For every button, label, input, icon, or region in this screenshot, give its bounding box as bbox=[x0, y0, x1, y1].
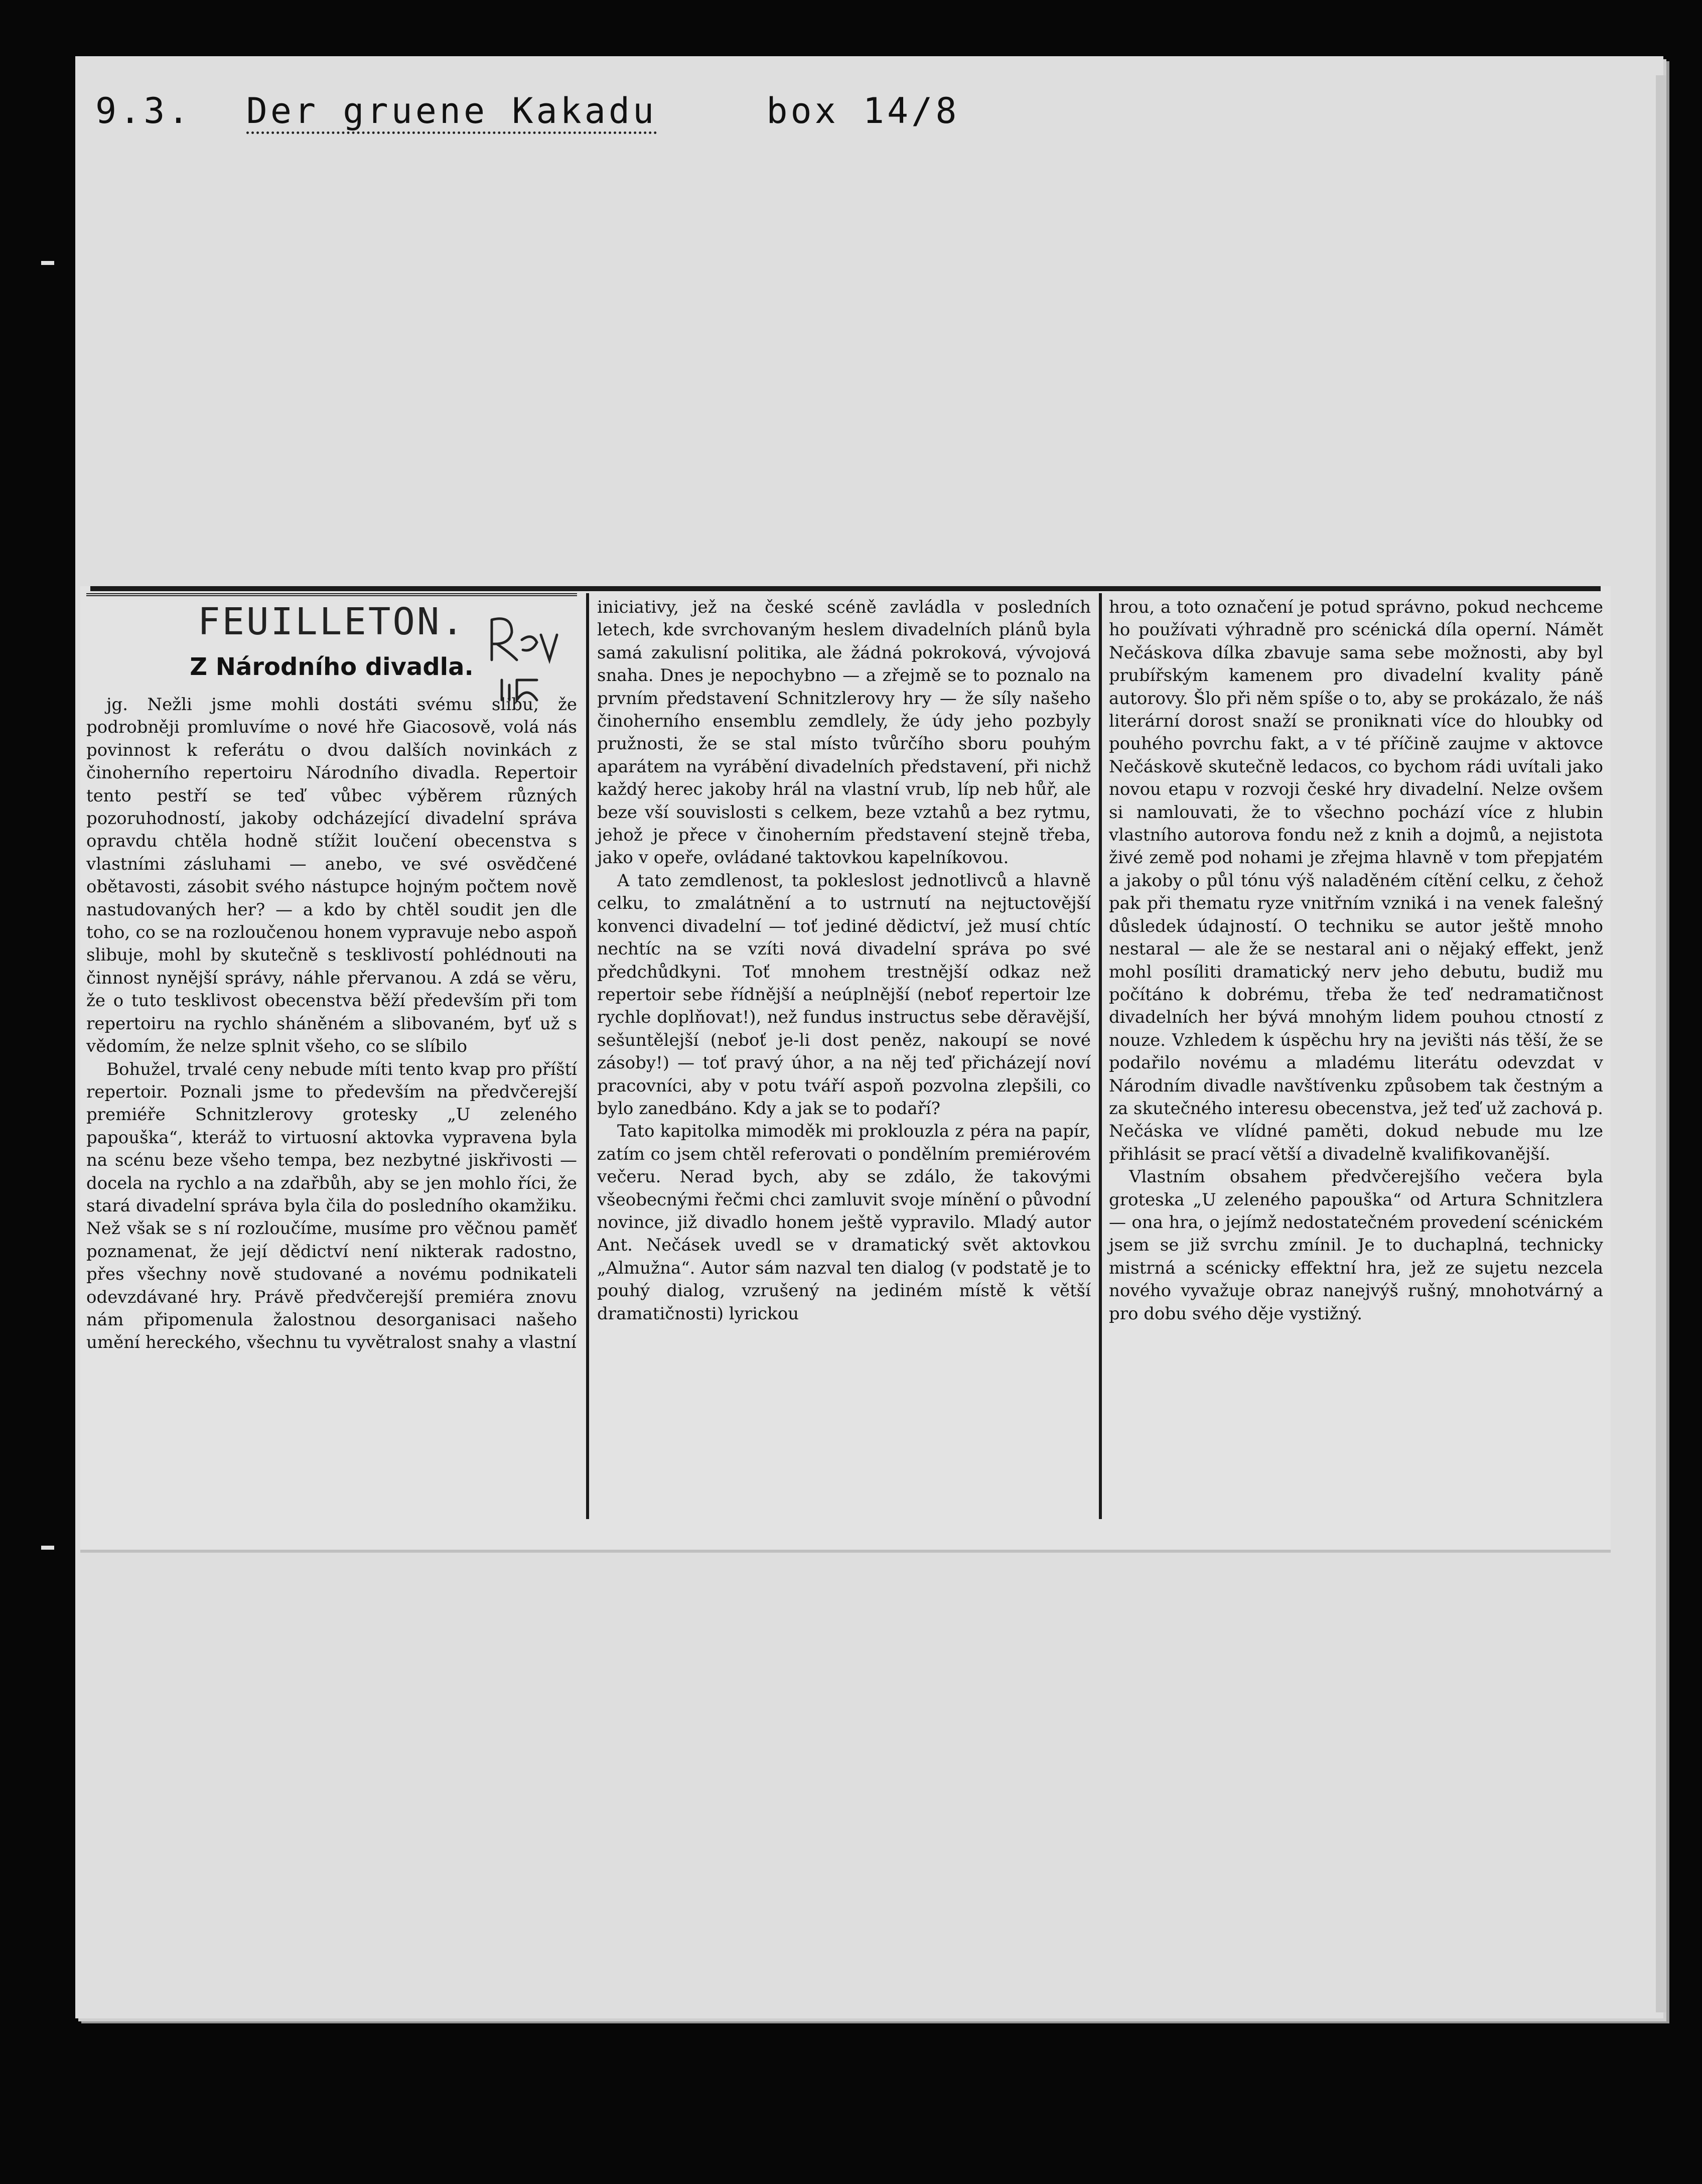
scan-mark bbox=[41, 1546, 54, 1550]
paragraph: Tato kapitolka mimoděk mi proklouzla z péra na papír, zatím co jsem chtěl referovati o pondělním premiérovém večeru. Nerad bych, aby se zdálo, že takovými všeobecnými řečmi chci zamluvit svoje mínění o původní novince, již divadlo honem ještě vypravilo. Mladý autor Ant. Nečásek uvedl se v dramatický svět aktovkou „Almužna“. Autor sám nazval ten dialog (v podstatě je to pouhý dialog, vzrušený na jediném místě k větší dramatičnosti) lyrickou bbox=[597, 1121, 1091, 1324]
article-column-3 bbox=[1109, 596, 1603, 1325]
scan-mark bbox=[41, 261, 54, 265]
paragraph: jg. Nežli jsme mohli dostáti svému slibu, že podrobněji promluvíme o nové hře Giacosově, volá nás povinnost k referátu o dvou dalších novinkách z činoherního repertoiru Národního divadla. Repertoir tento pestří se teď vůbec výběrem různých pozoruhodností, jakoby odcházející divadelní správa opravdu chtěla hodně stížit loučení obecenstva s vlastními zásluhami — anebo, ve své osvědčené obětavosti, zásobit svého nástupce hojným počtem nově nastudovaných her? — a kdo by chtěl soudit jen dle toho, co se na rozloučenou honem vypravuje nebo aspoň slibuje, mohl by skutečně s tesklivostí pohlédnouti na činnost nynější správy, náhle přervanou. A zdá se věru, že o tuto tesklivost obecenstva běží především při tom repertoiru na rychlo sháněném a slibovaném, byť už s vědomím, že nelze splnit všeho, co se slíbilo bbox=[86, 695, 577, 1057]
newspaper-clipping bbox=[80, 586, 1611, 1550]
paragraph: Vlastním obsahem předvčerejšího večera byla groteska „U zeleného papouška“ od Artura Schnitzlera — ona hra, o jejímž nedostatečném provedení scénickém jsem se již svrchu zmínil. Je to duchaplná, technicky mistrná a scénicky effektní hra, jež ze sujetu nezcela nového vyvažuje obraz nanejvýš rušný, mnohotvárný a pro dobu svého děje vystižný. bbox=[1109, 1167, 1603, 1324]
paragraph: Bohužel, trvalé ceny nebude míti tento kvap pro příští repertoir. Poznali jsme to především na předvčerejší premiéře Schnitzlerovy grotesky „U zeleného papouška“, kteráž to virtuosní aktovka vypravena byla na scénu beze všeho tempa, bez nezbytné jiskřivosti — docela na rychlo a na zdařbůh, aby se jen mohlo říci, že stará divadelní správa byla čila do posledního okamžiku. Než však se s ní rozloučíme, musíme pro věčnou paměť poznamenat, že její dědictví není nikterak radostno, přes všechny nově studované a novému podnikateli odevzdávané hry. Právě předvčerejší premiéra znovu nám připomenula žalostnou desorganisaci našeho umění hereckého, všechnu tu vyvětralost snahy a vlastní bbox=[86, 1059, 577, 1353]
section-heading: FEUILLETON. bbox=[86, 593, 577, 644]
paragraph: hrou, a toto označení je potud správno, pokud nechceme ho používati výhradně pro scénická díla operní. Námět Nečáskova dílka zbavuje sama sebe možnosti, aby byl prubířským kamenem pro divadelní kvality páně autorovy. Šlo při něm spíše o to, aby se prokázalo, že náš literární dorost snaží se proniknati více do hloubky od pouhého povrchu fakt, a v té příčině zaujme v aktovce Nečáskově skutečně ledacos, co bychom rádi uvítali jako novou etapu v rozvoji české hry divadelní. Nelze ovšem si namlouvati, že to všechno pochází více z hlubin vlastního autorova fondu než z knih a dojmů, a nejistota živé země pod nohami je zřejma hlavně v tom přepjatém a jakoby o půl tónu výš naladěném cítění celku, z čehož pak při thematu ryze vnitřním vzniká i na venek falešný důsledek údajností. O techniku se autor ještě mnoho nestaral — ale že se nestaral ani o nějaký effekt, jenž mohl posíliti dramatický nerv jeho debutu, budiž mu počítáno k dobrému, třeba že teď nedramatičnost divadelních her bývá mnohým lidem pouhou ctností z nouze. Vzhledem k úspěchu hry na jevišti nás těší, že se podařilo novému a mladému literátu odevzdat v Národním divadle navštívenku způsobem tak čestným a za skutečného interesu obecenstva, jež teď už zachová p. Nečáska ve vlídné paměti, dokud nebude mu lze přihlásit se prací větší a divadelně kvalifikovanější. bbox=[1109, 597, 1603, 1164]
paragraph: A tato zemdlenost, ta pokleslost jednotlivců a hlavně celku, to zmalátnění a to ustrnutí na nejtuctovější konvenci divadelní — toť jediné dědictví, jež musí chtíc nechtíc na se vzíti nová divadelní správa po své předchůdkyni. Toť mnohem trestnější odkaz než repertoir sebe řídnější a neúplnější (neboť repertoir lze rychle doplňovat!), než fundus instructus sebe děravější, sešuntělejší (neboť je-li dost peněz, nakoupí se nové zásoby!) — toť pravý úhor, a na něj teď přicházejí noví pracovníci, aby v potu tváří aspoň pozvolna zlepšili, co bylo zanedbáno. Kdy a jak se to podaří? bbox=[597, 870, 1091, 1119]
paragraph: iniciativy, jež na české scéně zavládla v posledních letech, kde svrchovaným heslem divadelních plánů byla samá zakulisní politika, ale žádná pokroková, vývojová snaha. Dnes je nepochybno — a zřejmě se to poznalo na prvním představení Schnitzlerovy hry — že síly našeho činoherního ensemblu zemdlely, že údy jeho pozbyly pružnosti, že se stal místo tvůrčího sboru pouhým aparátem na vyrábění divadelních představení, při nichž každý herec jakoby hrál na vlastní vrub, líp neb hůř, ale beze vší souvislosti s celkem, beze vztahů a bez rytmu, jehož je přece v činoherním představení stejně třeba, jako v opeře, ovládané taktovkou kapelníkovou. bbox=[597, 597, 1091, 868]
column-divider bbox=[586, 593, 589, 1519]
article-column-1 bbox=[86, 593, 577, 1354]
top-rule bbox=[90, 586, 1601, 591]
column-divider bbox=[1099, 593, 1102, 1519]
play-title: Der gruene Kakadu bbox=[246, 90, 657, 134]
box-number: box 14/8 bbox=[766, 90, 960, 131]
archive-header bbox=[95, 90, 960, 146]
archive-reference: 9.3. bbox=[95, 90, 192, 131]
page-edge bbox=[1656, 75, 1666, 2012]
article-column-2 bbox=[597, 596, 1091, 1325]
article-headline: Z Národního divadla. bbox=[190, 653, 474, 681]
